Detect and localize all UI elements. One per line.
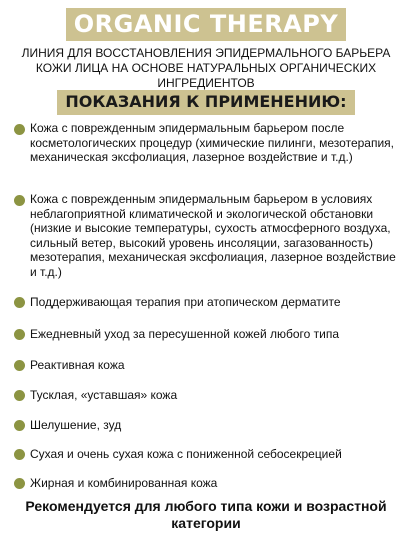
list-item-text: Шелушение, зуд <box>30 418 122 432</box>
bullet-dot-icon <box>14 390 25 401</box>
list-item-text: Поддерживающая терапия при атопическом дерматите <box>30 295 341 309</box>
brand-header <box>0 8 412 41</box>
list-item-text: Кожа с поврежденным эпидермальным барьером после косметологических процедур (химические пилинги, мезотерапия, механическая эксфолиация, лазерное воздействие и т.д.) <box>30 121 395 164</box>
list-item-text: Сухая и очень сухая кожа с пониженной себосекрецией <box>30 447 342 461</box>
list-item-text: Кожа с поврежденным эпидермальным барьером в условиях неблагоприятной климатической и экологической обстановки (низкие и высокие температуры, сухость атмосферного воздуха, сильный ветер, высокий уровень инсоляции, загазованность) мезотерапия, механическая эксфолиация, лазерное воздействие и т.д.) <box>30 192 396 279</box>
bullet-dot-icon <box>14 360 25 371</box>
list-item-text: Жирная и комбинированная кожа <box>30 476 218 490</box>
section-header <box>0 90 412 115</box>
recommendation-note: Рекомендуется для любого типа кожи и возрастной категории <box>25 498 387 531</box>
bullet-dot-icon <box>14 124 25 135</box>
section-title: ПОКАЗАНИЯ К ПРИМЕНЕНИЮ: <box>57 90 354 115</box>
list-item-text: Ежедневный уход за пересушенной кожей любого типа <box>30 327 340 341</box>
bullet-dot-icon <box>14 195 25 206</box>
bullet-dot-icon <box>14 449 25 460</box>
bullet-dot-icon <box>14 297 25 308</box>
bullet-dot-icon <box>14 329 25 340</box>
list-item-text: Реактивная кожа <box>30 358 125 372</box>
bullet-dot-icon <box>14 420 25 431</box>
list-item-text: Тусклая, «уставшая» кожа <box>30 388 178 402</box>
line-subtitle: ЛИНИЯ ДЛЯ ВОССТАНОВЛЕНИЯ ЭПИДЕРМАЛЬНОГО БАРЬЕРА КОЖИ ЛИЦА НА ОСНОВЕ НАТУРАЛЬНЫХ ОРГАНИЧЕСКИХ ИНГРЕДИЕНТОВ <box>21 46 391 90</box>
brand-title: ORGANIC THERAPY <box>66 8 347 41</box>
bullet-dot-icon <box>14 478 25 489</box>
